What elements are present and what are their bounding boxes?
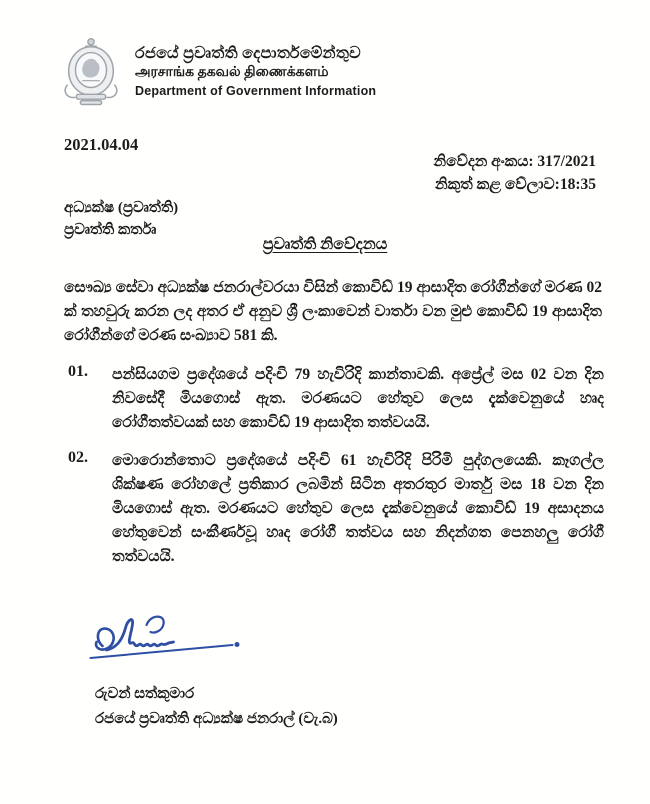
- sri-lanka-government-emblem-icon: [57, 36, 125, 106]
- list-item-text: පන්සියගම ප්‍රදේශයේ පදිංචි 79 හැවිරිදි කාන්තාවකි. අප්‍රේල් මස 02 වන දින නිවසේදී මියගොස් ඇත. මරණයට හේතුව ලෙස දැක්වෙනුයේ හෘද රෝගීතත්වයක් සහ කොවිඩ් 19 ආසාදිත තත්වයයි.: [112, 366, 604, 431]
- signature-scribble-icon: [84, 612, 260, 674]
- release-number: නිවේදන අංකය: 317/2021: [433, 153, 596, 170]
- recipient-line-director-news: අධ්‍යක්ෂ (ප්‍රවෘත්ති): [64, 200, 179, 216]
- intro-paragraph: සෞඛ්‍ය සේවා අධ්‍යක්ෂ ජනරාල්වරයා විසින් කොවිඩ් 19 ආසාදිත රෝගීන්ගේ මරණ 02 ක් තහවුරු කරන ලද අතර ඒ අනුව ශ්‍රී ලංකාවෙන් වාර්තා වන මුළු කොවිඩ් 19 ආසාදිත රෝගීන්ගේ මරණ සංඛ්‍යාව 581 කි.: [64, 279, 602, 344]
- department-name-english: Department of Government Information: [135, 84, 377, 99]
- release-meta: [434, 150, 596, 196]
- recipients: [64, 197, 178, 241]
- department-name-tamil: அரசாங்க தகவல் திணைக்களம்: [135, 65, 329, 80]
- signatory-designation: රජයේ ප්‍රවෘත්ති අධ්‍යක්ෂ ජනරාල් (වැ.බ): [95, 711, 338, 727]
- letterhead: [57, 36, 376, 106]
- page-title-text: ප්‍රවෘත්ති නිවේදනය: [262, 236, 388, 253]
- list-item-text: මොරොන්තොට ප්‍රදේශයේ පදිංචි 61 හැවිරිදි පිරිමි පුද්ගලයෙකි. කෑගල්ල ශික්ෂණ රෝහලේ ප්‍රතිකාර ලබමින් සිටින අතරතුර මාර්තු මස 18 වන දින මියගොස් ඇත. මරණයට හේතුව ලෙස දැක්වෙනුයේ කොවිඩ් 19 අසාදනය හේතුවෙන් සංකීර්ණවූ හෘද රෝගී තත්වය සහ නිදන්ගත පෙනහලු රෝගී තත්වයයි.: [112, 452, 604, 565]
- department-name-sinhala: රජයේ ප්‍රවෘත්ති දෙපාර්තමේන්තුව: [135, 45, 361, 62]
- list-item-number: 01.: [68, 363, 88, 380]
- list-item: [68, 363, 604, 435]
- document-date: 2021.04.04: [64, 135, 139, 154]
- signatory-name: රුවන් සත්කුමාර: [95, 686, 195, 702]
- issued-time: නිකුත් කළ වේලාව:18:35: [434, 176, 596, 193]
- list-item-number: 02.: [68, 449, 88, 466]
- recipient-line-news-editor: ප්‍රවෘත්ති කර්තෘ: [64, 222, 157, 238]
- list-item: [68, 449, 604, 569]
- page-title: [0, 236, 650, 254]
- department-titles: [135, 36, 376, 100]
